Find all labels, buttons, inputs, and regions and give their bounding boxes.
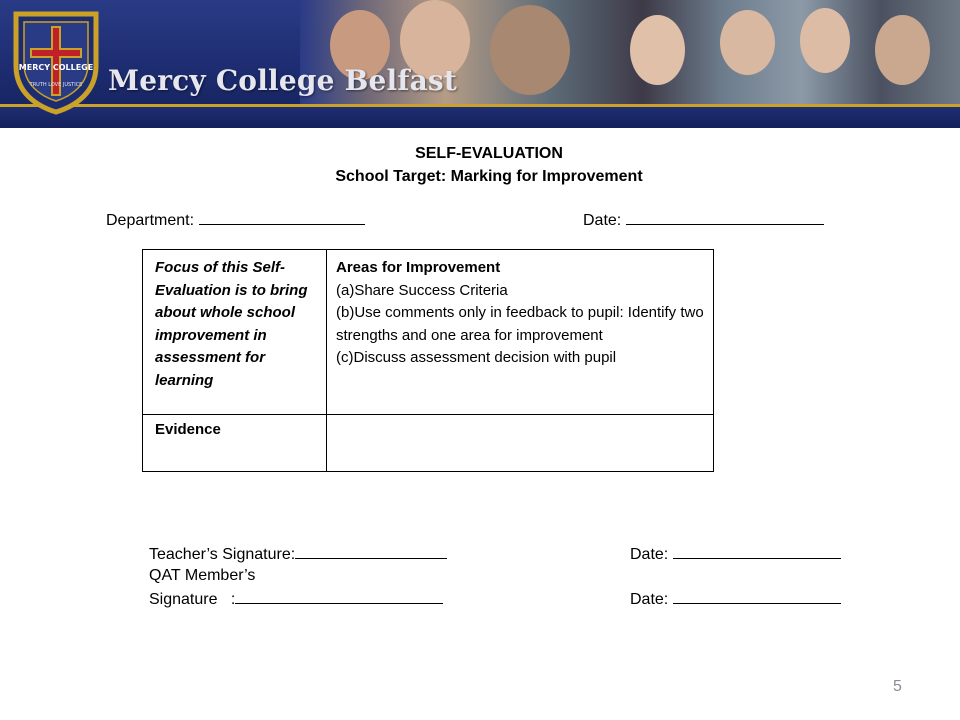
areas-item-b: (b)Use comments only in feedback to pupil: Identify two strengths and one area for improvement — [336, 304, 704, 344]
self-evaluation-table — [142, 249, 714, 472]
areas-item-c: (c)Discuss assessment decision with pupil — [336, 349, 617, 366]
page-title: SELF-EVALUATION — [415, 145, 563, 162]
department-blank[interactable] — [199, 210, 365, 225]
department-label: Department: — [106, 212, 195, 229]
areas-item-a: (a)Share Success Criteria — [336, 281, 508, 299]
table-row — [143, 250, 714, 415]
qat-signature-field — [149, 589, 443, 610]
areas-title: Areas for Improvement — [336, 259, 501, 276]
header-banner — [0, 0, 960, 128]
qat-signature-label: Signature : — [149, 591, 236, 608]
teacher-date-label: Date: — [630, 546, 669, 563]
date-label: Date: — [583, 212, 622, 229]
qat-date-label: Date: — [630, 591, 669, 608]
banner-bottom-bar — [0, 107, 960, 128]
evidence-label-cell — [143, 415, 327, 472]
teacher-date-blank[interactable] — [673, 544, 841, 559]
qat-label-line1: QAT Member’s — [149, 567, 256, 584]
page-subtitle: School Target: Marking for Improvement — [335, 168, 643, 185]
qat-signature-blank[interactable] — [235, 589, 443, 604]
teacher-date-field — [630, 544, 841, 565]
page-number: 5 — [893, 678, 902, 695]
teacher-signature-label: Teacher’s Signature: — [149, 546, 296, 563]
school-crest-logo — [10, 8, 102, 116]
qat-date-blank[interactable] — [673, 589, 841, 604]
crest-text: MERCY COLLEGE — [18, 63, 94, 72]
crest-motto: TRUTH LOVE JUSTICE — [29, 82, 83, 88]
table-row — [143, 415, 714, 472]
date-field — [583, 210, 824, 231]
evidence-label: Evidence — [155, 421, 221, 438]
teacher-signature-blank[interactable] — [295, 544, 447, 559]
focus-text: Focus of this Self-Evaluation is to bring about whole school improvement in assessment for learning — [155, 259, 308, 389]
focus-cell — [143, 250, 327, 415]
department-field — [106, 210, 365, 231]
date-blank[interactable] — [626, 210, 824, 225]
areas-cell — [327, 250, 714, 415]
qat-date-field — [630, 589, 841, 610]
teacher-signature-field — [149, 544, 447, 565]
evidence-input-cell[interactable] — [327, 415, 714, 472]
school-name: Mercy College Belfast — [108, 64, 458, 97]
